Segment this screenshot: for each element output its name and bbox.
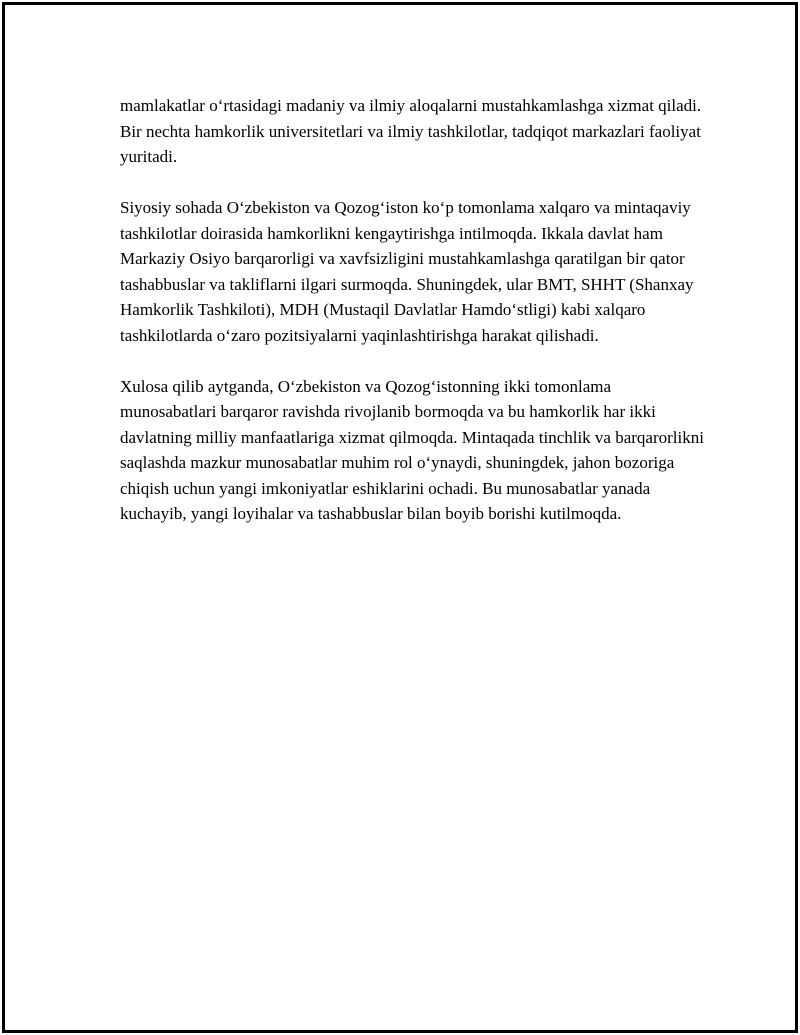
document-body — [120, 93, 705, 552]
paragraph-conclusion: Xulosa qilib aytganda, O‘zbekiston va Qozog‘istonning ikki tomonlama munosabatlari barqaror ravishda rivojlanib bormoqda va bu hamkorlik har ikki davlatning milliy manfaatlariga xizmat qilmoqda. Mintaqada tinchlik va barqarorlikni saqlashda mazkur munosabatlar muhim rol o‘ynaydi, shuningdek, jahon bozoriga chiqish uchun yangi imkoniyatlar eshiklarini ochadi. Bu munosabatlar yanada kuchayib, yangi loyihalar va tashabbuslar bilan boyib borishi kutilmoqda. — [120, 376, 704, 523]
paragraph-cultural-ties: mamlakatlar o‘rtasidagi madaniy va ilmiy aloqalarni mustahkamlashga xizmat qiladi. Bir nechta hamkorlik universitetlari va ilmiy tashkilotlar, tadqiqot markazlari faoliyat yuritadi. — [120, 96, 702, 166]
document-page — [2, 2, 798, 1033]
paragraph-political-cooperation: Siyosiy sohada O‘zbekiston va Qozog‘iston ko‘p tomonlama xalqaro va mintaqaviy tashkilotlar doirasida hamkorlikni kengaytirishga intilmoqda. Ikkala davlat ham Markaziy Osiyo barqarorligi va xavfsizligini mustahkamlashga qaratilgan bir qator tashabbuslar va takliflarni ilgari surmoqda. Shuningdek, ular BMT, SHHT (Shanxay Hamkorlik Tashkiloti), MDH (Mustaqil Davlatlar Hamdo‘stligi) kabi xalqaro tashkilotlarda o‘zaro pozitsiyalarni yaqinlashtirishga harakat qilishadi. — [120, 198, 694, 345]
